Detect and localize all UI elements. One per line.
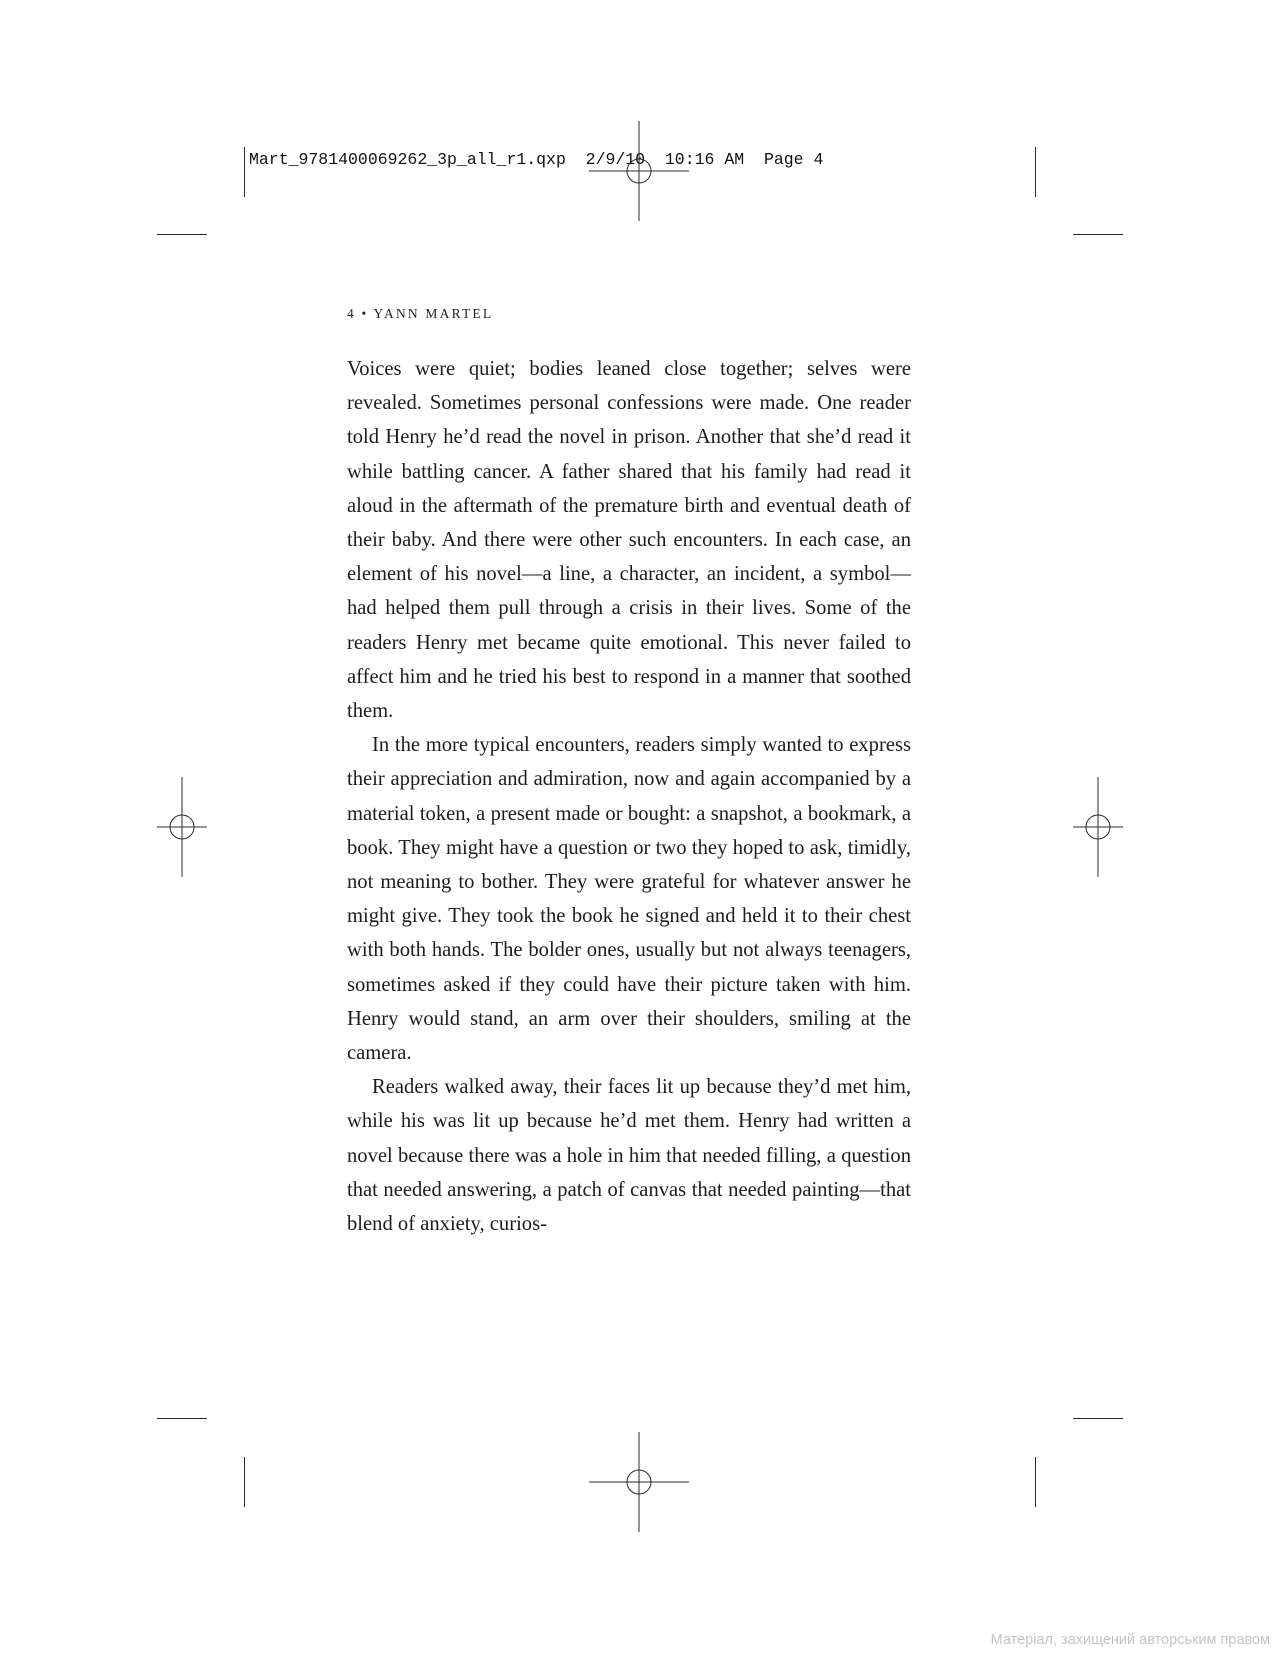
copyright-watermark: Матеріал, захищений авторським правом <box>990 1632 1270 1648</box>
slug-filename: Mart_9781400069262_3p_all_r1.qxp <box>249 150 566 169</box>
running-head <box>347 306 493 322</box>
crop-mark-top-right-vertical <box>1035 147 1036 197</box>
registration-mark-top-icon <box>589 121 689 221</box>
crop-mark-bottom-right-horizontal <box>1073 1418 1123 1419</box>
slug-page: Page 4 <box>763 150 824 169</box>
crop-mark-top-left-vertical <box>244 147 245 197</box>
printer-slug <box>249 150 823 169</box>
crop-mark-bottom-left-vertical <box>244 1457 245 1507</box>
paragraph-1: Voices were quiet; bodies leaned close together; selves were revealed. Sometimes personal confessions were made. One reader told Henry he’d read the novel in prison. Another that she’d read it while battling cancer. A father shared that his family had read it aloud in the aftermath of the premature birth and eventual death of their baby. And there were other such encounters. In each case, an element of his novel—a line, a character, an incident, a symbol—had helped them pull through a crisis in their lives. Some of the readers Henry met became quite emotional. This never failed to affect him and he tried his best to respond in a manner that soothed them. <box>347 358 911 723</box>
crop-mark-bottom-left-horizontal <box>157 1418 207 1419</box>
author-name: YANN MARTEL <box>373 306 494 321</box>
crop-mark-bottom-right-vertical <box>1035 1457 1036 1507</box>
slug-date: 2/9/10 <box>585 150 646 169</box>
paragraph-3: Readers walked away, their faces lit up because they’d met him, while his was lit up because he’d met them. Henry had written a novel because there was a hole in him that needed filling, a question that needed answering, a patch of canvas that needed painting—that blend of anxiety, curios- <box>347 1076 911 1236</box>
crop-mark-top-left-horizontal <box>157 234 207 235</box>
folio: 4 <box>347 306 356 321</box>
bullet-separator: • <box>361 306 369 321</box>
registration-mark-bottom-icon <box>589 1432 689 1532</box>
crop-mark-top-right-horizontal <box>1073 234 1123 235</box>
registration-mark-right-icon <box>1048 777 1148 877</box>
slug-time: 10:16 AM <box>664 150 745 169</box>
body-text <box>347 352 911 1241</box>
paragraph-2: In the more typical encounters, readers simply wanted to express their appreciation and admiration, now and again accompanied by a material token, a present made or bought: a snapshot, a bookmark, a book. They might have a question or two they hoped to ask, timidly, not meaning to bother. They were grateful for whatever answer he might give. They took the book he signed and held it to their chest with both hands. The bolder ones, usually but not always teenagers, sometimes asked if they could have their picture taken with him. Henry would stand, an arm over their shoulders, smiling at the camera. <box>347 734 911 1065</box>
registration-mark-left-icon <box>132 777 232 877</box>
